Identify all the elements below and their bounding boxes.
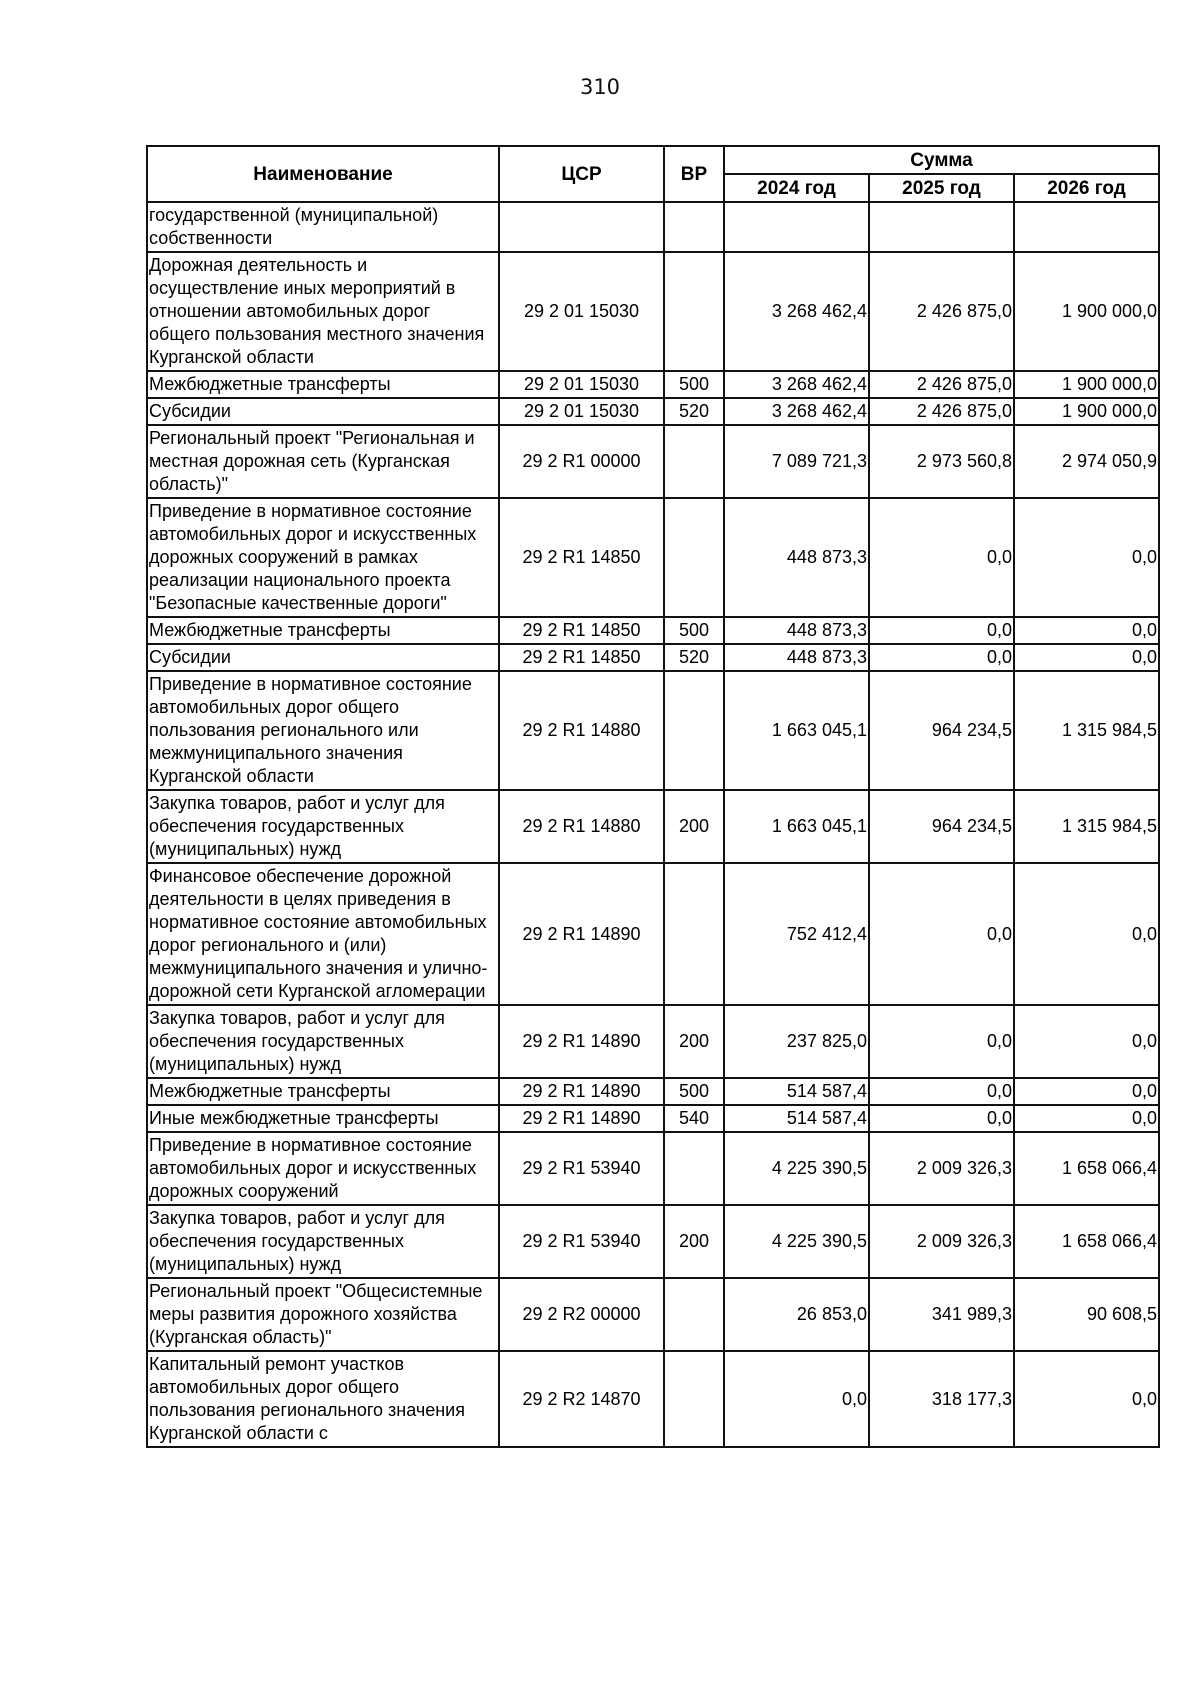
cell-vr <box>664 671 724 790</box>
cell-2025: 2 973 560,8 <box>869 425 1014 498</box>
table-row <box>147 1205 1159 1278</box>
cell-2025: 0,0 <box>869 863 1014 1005</box>
table-row <box>147 252 1159 371</box>
cell-vr: 500 <box>664 371 724 398</box>
table-row <box>147 1132 1159 1205</box>
cell-csr: 29 2 R2 14870 <box>499 1351 664 1447</box>
cell-2026: 1 900 000,0 <box>1014 371 1159 398</box>
cell-vr <box>664 252 724 371</box>
cell-2026: 1 315 984,5 <box>1014 790 1159 863</box>
table-row <box>147 671 1159 790</box>
cell-csr: 29 2 R1 14890 <box>499 1005 664 1078</box>
page-number: 310 <box>579 75 621 99</box>
cell-vr <box>664 863 724 1005</box>
cell-2025: 2 009 326,3 <box>869 1205 1014 1278</box>
table-row <box>147 398 1159 425</box>
cell-2024: 0,0 <box>724 1351 869 1447</box>
table-row <box>147 1078 1159 1105</box>
header-vr: ВР <box>664 146 724 202</box>
cell-name: Приведение в нормативное состояние автомобильных дорог и искусственных дорожных сооружений в рамках реализации национального проекта "Безопасные качественные дороги" <box>147 498 499 617</box>
cell-2024: 448 873,3 <box>724 498 869 617</box>
cell-vr: 500 <box>664 1078 724 1105</box>
cell-2026: 0,0 <box>1014 863 1159 1005</box>
cell-2025: 0,0 <box>869 1005 1014 1078</box>
header-name: Наименование <box>147 146 499 202</box>
cell-2024: 3 268 462,4 <box>724 371 869 398</box>
cell-csr: 29 2 R1 14850 <box>499 617 664 644</box>
cell-2025: 964 234,5 <box>869 790 1014 863</box>
cell-2024: 752 412,4 <box>724 863 869 1005</box>
cell-2024: 26 853,0 <box>724 1278 869 1351</box>
cell-2024: 3 268 462,4 <box>724 252 869 371</box>
cell-2026: 0,0 <box>1014 1078 1159 1105</box>
cell-2026: 0,0 <box>1014 498 1159 617</box>
cell-vr: 540 <box>664 1105 724 1132</box>
cell-2025: 964 234,5 <box>869 671 1014 790</box>
table-row <box>147 863 1159 1005</box>
cell-name: Закупка товаров, работ и услуг для обеспечения государственных (муниципальных) нужд <box>147 1205 499 1278</box>
table-row <box>147 202 1159 252</box>
cell-name: Межбюджетные трансферты <box>147 1078 499 1105</box>
cell-2024: 448 873,3 <box>724 644 869 671</box>
cell-2025: 0,0 <box>869 1078 1014 1105</box>
cell-vr <box>664 1132 724 1205</box>
table-row <box>147 498 1159 617</box>
cell-2025: 0,0 <box>869 617 1014 644</box>
cell-vr <box>664 1351 724 1447</box>
table-header <box>147 146 1159 202</box>
cell-csr: 29 2 R2 00000 <box>499 1278 664 1351</box>
cell-csr: 29 2 R1 14850 <box>499 644 664 671</box>
cell-csr: 29 2 R1 14850 <box>499 498 664 617</box>
cell-name: Субсидии <box>147 644 499 671</box>
cell-vr <box>664 202 724 252</box>
table-row <box>147 371 1159 398</box>
cell-2024: 514 587,4 <box>724 1078 869 1105</box>
cell-csr: 29 2 R1 53940 <box>499 1132 664 1205</box>
cell-2025: 2 009 326,3 <box>869 1132 1014 1205</box>
cell-name: Межбюджетные трансферты <box>147 371 499 398</box>
cell-csr: 29 2 R1 53940 <box>499 1205 664 1278</box>
table-row <box>147 644 1159 671</box>
cell-name: Приведение в нормативное состояние автомобильных дорог и искусственных дорожных сооружений <box>147 1132 499 1205</box>
cell-name: Приведение в нормативное состояние автомобильных дорог общего пользования регионального или межмуниципального значения Курганской области <box>147 671 499 790</box>
header-2026: 2026 год <box>1014 174 1159 202</box>
cell-name: Региональный проект "Региональная и местная дорожная сеть (Курганская область)" <box>147 425 499 498</box>
cell-2026: 0,0 <box>1014 644 1159 671</box>
cell-csr: 29 2 R1 14890 <box>499 863 664 1005</box>
cell-name: Иные межбюджетные трансферты <box>147 1105 499 1132</box>
cell-name: Субсидии <box>147 398 499 425</box>
table-row <box>147 1351 1159 1447</box>
cell-name: Финансовое обеспечение дорожной деятельности в целях приведения в нормативное состояние автомобильных дорог регионального и (или) межмуниципального значения и улично-дорожной сети Курганской агломерации <box>147 863 499 1005</box>
cell-2026: 0,0 <box>1014 1105 1159 1132</box>
cell-2025: 0,0 <box>869 644 1014 671</box>
cell-name: Межбюджетные трансферты <box>147 617 499 644</box>
cell-name: Капитальный ремонт участков автомобильных дорог общего пользования регионального значения Курганской области с <box>147 1351 499 1447</box>
cell-csr: 29 2 R1 14880 <box>499 671 664 790</box>
cell-csr: 29 2 01 15030 <box>499 398 664 425</box>
header-sum: Сумма <box>724 146 1159 174</box>
cell-2025: 0,0 <box>869 1105 1014 1132</box>
cell-2026: 2 974 050,9 <box>1014 425 1159 498</box>
cell-2024: 4 225 390,5 <box>724 1205 869 1278</box>
cell-2024: 3 268 462,4 <box>724 398 869 425</box>
header-2025: 2025 год <box>869 174 1014 202</box>
cell-vr <box>664 498 724 617</box>
cell-csr <box>499 202 664 252</box>
cell-csr: 29 2 R1 14890 <box>499 1078 664 1105</box>
cell-name: Региональный проект "Общесистемные меры развития дорожного хозяйства (Курганская область)" <box>147 1278 499 1351</box>
budget-table <box>146 145 1160 1448</box>
cell-2026: 1 900 000,0 <box>1014 252 1159 371</box>
table-row <box>147 1005 1159 1078</box>
cell-2024: 1 663 045,1 <box>724 671 869 790</box>
cell-vr: 500 <box>664 617 724 644</box>
cell-2026: 1 658 066,4 <box>1014 1205 1159 1278</box>
cell-2026: 0,0 <box>1014 1351 1159 1447</box>
cell-csr: 29 2 01 15030 <box>499 371 664 398</box>
table-body <box>147 202 1159 1447</box>
cell-2025: 2 426 875,0 <box>869 398 1014 425</box>
cell-name: Закупка товаров, работ и услуг для обеспечения государственных (муниципальных) нужд <box>147 790 499 863</box>
cell-2026: 0,0 <box>1014 1005 1159 1078</box>
cell-vr: 200 <box>664 790 724 863</box>
cell-vr <box>664 1278 724 1351</box>
cell-2025: 2 426 875,0 <box>869 252 1014 371</box>
cell-2025: 0,0 <box>869 498 1014 617</box>
cell-2024: 7 089 721,3 <box>724 425 869 498</box>
cell-2026: 0,0 <box>1014 617 1159 644</box>
cell-2025: 318 177,3 <box>869 1351 1014 1447</box>
cell-2026 <box>1014 202 1159 252</box>
cell-2024: 237 825,0 <box>724 1005 869 1078</box>
cell-2024: 4 225 390,5 <box>724 1132 869 1205</box>
cell-csr: 29 2 R1 14880 <box>499 790 664 863</box>
header-2024: 2024 год <box>724 174 869 202</box>
cell-2026: 90 608,5 <box>1014 1278 1159 1351</box>
cell-name: Закупка товаров, работ и услуг для обеспечения государственных (муниципальных) нужд <box>147 1005 499 1078</box>
header-csr: ЦСР <box>499 146 664 202</box>
cell-name: Дорожная деятельность и осуществление иных мероприятий в отношении автомобильных дорог общего пользования местного значения Курганской области <box>147 252 499 371</box>
cell-vr <box>664 425 724 498</box>
cell-2026: 1 900 000,0 <box>1014 398 1159 425</box>
cell-vr: 200 <box>664 1205 724 1278</box>
table-row <box>147 617 1159 644</box>
cell-2024: 1 663 045,1 <box>724 790 869 863</box>
table-row <box>147 1105 1159 1132</box>
cell-name: государственной (муниципальной) собственности <box>147 202 499 252</box>
cell-vr: 200 <box>664 1005 724 1078</box>
cell-2024 <box>724 202 869 252</box>
cell-2025: 341 989,3 <box>869 1278 1014 1351</box>
cell-vr: 520 <box>664 398 724 425</box>
cell-2024: 448 873,3 <box>724 617 869 644</box>
table-row <box>147 1278 1159 1351</box>
cell-csr: 29 2 R1 14890 <box>499 1105 664 1132</box>
cell-2026: 1 315 984,5 <box>1014 671 1159 790</box>
cell-2025 <box>869 202 1014 252</box>
cell-vr: 520 <box>664 644 724 671</box>
cell-csr: 29 2 01 15030 <box>499 252 664 371</box>
cell-csr: 29 2 R1 00000 <box>499 425 664 498</box>
cell-2024: 514 587,4 <box>724 1105 869 1132</box>
table-row <box>147 790 1159 863</box>
table-row <box>147 425 1159 498</box>
cell-2026: 1 658 066,4 <box>1014 1132 1159 1205</box>
cell-2025: 2 426 875,0 <box>869 371 1014 398</box>
